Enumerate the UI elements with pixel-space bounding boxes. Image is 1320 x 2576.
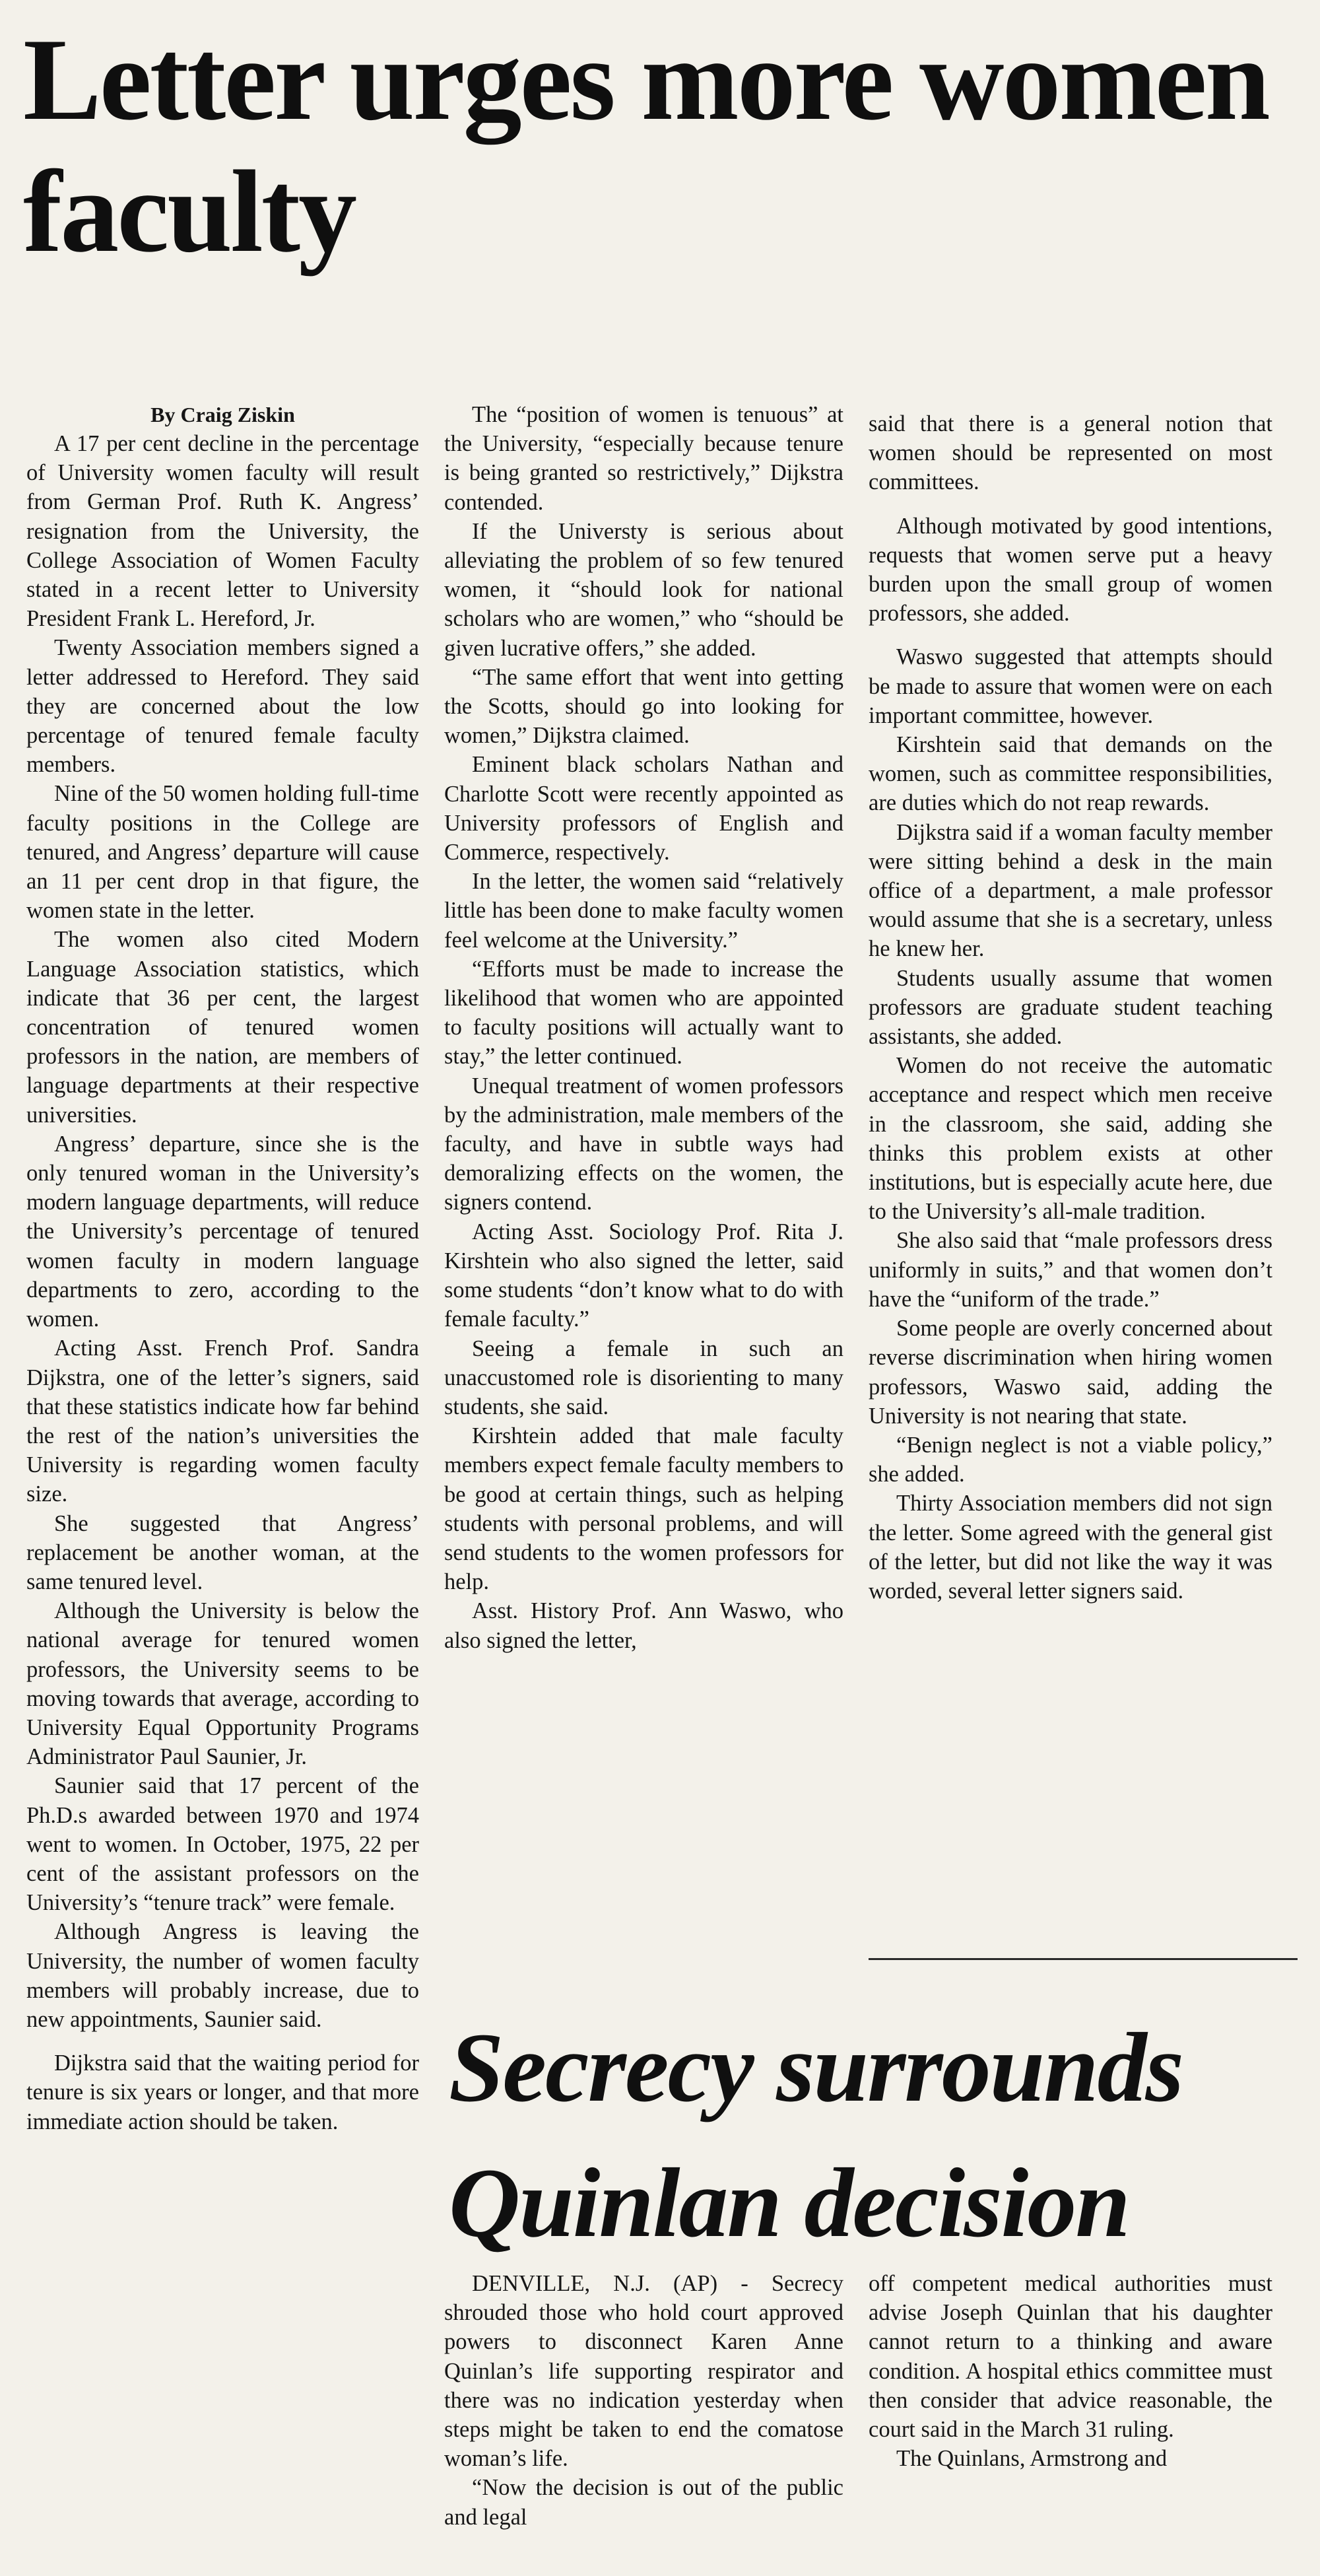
paragraph: Seeing a female in such an unaccustomed role is disorienting to many students, she said. (444, 1336, 843, 1419)
paragraph: Some people are overly concerned about reverse discrimination when hiring women professors, Waswo said, adding the University is not nearing that state. (869, 1316, 1272, 1429)
paragraph: Saunier said that 17 percent of the Ph.D.s awarded between 1970 and 1974 went to women. In October, 1975, 22 per cent of the assistant professors on the University’s “tenure track” were female. (26, 1773, 419, 1916)
paragraph: She also said that “male professors dress uniformly in suits,” and that women don’t have the “uniform of the trade.” (869, 1228, 1272, 1312)
paragraph: “Benign neglect is not a viable policy,” she added. (869, 1432, 1272, 1487)
paragraph: Although the University is below the national average for tenured women professors, the University seems to be moving towards that average, according to University Equal Opportunity Programs Administrator Paul Saunier, Jr. (26, 1598, 419, 1770)
article-2-column-2 (869, 2269, 1272, 2473)
paragraph: The Quinlans, Armstrong and (896, 2446, 1168, 2472)
paragraph: Dijkstra said that the waiting period for tenure is six years or longer, and that more immediate action should be taken. (26, 2051, 419, 2134)
article-column-2 (444, 400, 843, 1655)
paragraph: Students usually assume that women professors are graduate student teaching assistants, she added. (869, 965, 1272, 1050)
article-column-1 (26, 400, 419, 2136)
paragraph: A 17 per cent decline in the percentage of University women faculty will result from German Prof. Ruth K. Angress’ resignation from the University, the College Association of Women Faculty stated in a recent letter to University President Frank L. Hereford, Jr. (26, 431, 419, 632)
paragraph: said that there is a general notion that women should be represented on most committees. (869, 411, 1272, 495)
paragraph: “The same effort that went into getting the Scotts, should go into looking for women,” Dijkstra claimed. (444, 664, 843, 749)
paragraph: Waswo suggested that attempts should be made to assure that women were on each important committee, however. (869, 644, 1272, 728)
paragraph: Thirty Association members did not sign the letter. Some agreed with the general gist of the letter, but did not like the way it was worded, several letter signers said. (869, 1491, 1272, 1604)
paragraph: off competent medical authorities must advise Joseph Quinlan that his daughter cannot return to a thinking and aware condition. A hospital ethics committee must then consider that advice reasonable, the court said in the March 31 ruling. (869, 2271, 1272, 2443)
paragraph: Asst. History Prof. Ann Waswo, who also signed the letter, (444, 1598, 843, 1653)
paragraph: DENVILLE, N.J. (AP) - Secrecy shrouded those who hold court approved powers to disconnect Karen Anne Quinlan’s life supporting respirator and there was no indication yesterday when steps might be taken to end the comatose woman’s life. (444, 2271, 843, 2472)
paragraph: Kirshtein said that demands on the women, such as committee responsibilities, are duties which do not reap rewards. (869, 732, 1272, 816)
paragraph: Eminent black scholars Nathan and Charlotte Scott were recently appointed as University professors of English and Commerce, respectively. (444, 752, 843, 865)
paragraph: Although motivated by good intentions, requests that women serve put a heavy burden upon the small group of women professors, she added. (869, 513, 1272, 627)
paragraph: Nine of the 50 women holding full-time faculty positions in the College are tenured, and Angress’ departure will cause an 11 per cent drop in that figure, the women state in the letter. (26, 781, 419, 924)
paragraph: Acting Asst. Sociology Prof. Rita J. Kirshtein who also signed the letter, said some students “don’t know what to do with female faculty.” (444, 1219, 843, 1332)
paragraph: Dijkstra said if a woman faculty member were sitting behind a desk in the main office of a department, a male professor would assume that she is a secretary, unless he knew her. (869, 819, 1272, 962)
paragraph: If the Universty is serious about alleviating the problem of so few tenured women, it “should look for national scholars who are women,” who “should be given lucrative offers,” she added. (444, 518, 843, 661)
paragraph: Kirshtein added that male faculty members expect female faculty members to be good at certain things, such as helping students with personal problems, and will send students to the women professors for help. (444, 1423, 843, 1595)
paragraph: Twenty Association members signed a letter addressed to Hereford. They said they are concerned about the low percentage of tenured female faculty members. (26, 635, 419, 778)
paragraph: She suggested that Angress’ replacement be another woman, at the same tenured level. (26, 1510, 419, 1594)
paragraph: “Efforts must be made to increase the likelihood that women who are appointed to faculty positions will actually want to stay,” the letter continued. (444, 956, 843, 1069)
paragraph: Angress’ departure, since she is the only tenured woman in the University’s modern language departments, will reduce the University’s percentage of tenured women faculty in modern language departments to zero, according to the women. (26, 1131, 419, 1332)
paragraph: Acting Asst. French Prof. Sandra Dijkstra, one of the letter’s signers, said that these statistics indicate how far behind the rest of the nation’s universities the University is regarding women faculty size. (26, 1336, 419, 1507)
article-column-3 (869, 409, 1272, 1606)
paragraph: “Now the decision is out of the public and legal (444, 2475, 843, 2530)
article-2-column-1 (444, 2269, 843, 2532)
byline: By Craig Ziskin (150, 403, 295, 426)
paragraph: The “position of women is tenuous” at the University, “especially because tenure is being granted so restrictively,” Dijkstra contended. (444, 402, 843, 515)
paragraph: In the letter, the women said “relatively little has been done to make faculty women feel welcome at the University.” (444, 869, 843, 953)
column-rule (869, 1958, 1298, 1960)
paragraph: Unequal treatment of women professors by the administration, male members of the faculty, and have in subtle ways had demoralizing effects on the women, the signers contend. (444, 1073, 843, 1215)
paragraph: Although Angress is leaving the University, the number of women faculty members will probably increase, due to new appointments, Saunier said. (26, 1919, 419, 2032)
article-headline-2: Secrecy surrounds Quinlan decision (449, 2013, 1183, 2258)
paragraph: The women also cited Modern Language Association statistics, which indicate that 36 per cent, the largest concentration of tenured women professors in the nation, are members of language departments at their respective universities. (26, 927, 419, 1128)
article-headline: Letter urges more women faculty (23, 14, 1269, 277)
paragraph: Women do not receive the automatic acceptance and respect which men receive in the classroom, she said, adding she thinks this problem exists at other institutions, but is especially acute here, due to the University’s all-male tradition. (869, 1053, 1272, 1225)
